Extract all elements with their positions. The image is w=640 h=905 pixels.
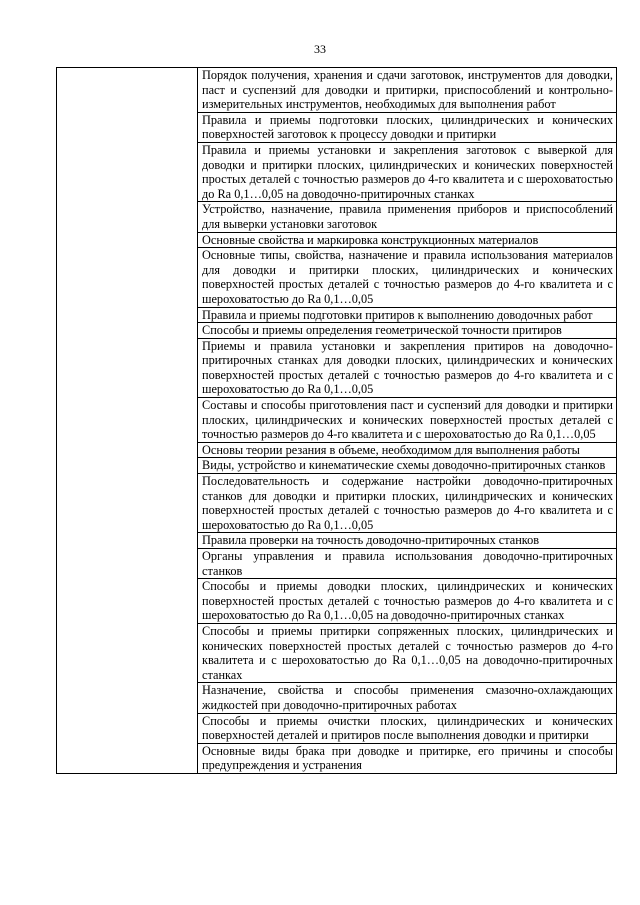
requirement-text: Способы и приемы очистки плоских, цилиндрических и конических поверхностей деталей и притиров после выполнения доводки и притирки <box>198 713 617 743</box>
requirement-text: Порядок получения, хранения и сдачи заготовок, инструментов для доводки, паст и суспензий для доводки и притирки, приспособлений и контрольно-измерительных инструментов, необходимых для выполнения работ <box>198 68 617 113</box>
requirement-text: Способы и приемы притирки сопряженных плоских, цилиндрических и конических поверхностей простых деталей с точностью размеров до 4-го квалитета и с шероховатостью до Ra 0,1…0,05 на доводочно-притирочных станках <box>198 623 617 682</box>
page-number: 33 <box>314 42 326 56</box>
requirement-text: Правила проверки на точность доводочно-притирочных станков <box>198 533 617 549</box>
requirement-text: Устройство, назначение, правила применения приборов и приспособлений для выверки установки заготовок <box>198 202 617 232</box>
requirement-text: Виды, устройство и кинематические схемы доводочно-притирочных станков <box>198 458 617 474</box>
table-row <box>57 68 617 113</box>
requirement-text: Основы теории резания в объеме, необходимом для выполнения работы <box>198 442 617 458</box>
requirement-text: Правила и приемы подготовки притиров к выполнению доводочных работ <box>198 307 617 323</box>
requirement-text: Способы и приемы доводки плоских, цилиндрических и конических поверхностей простых деталей с точностью размеров до 4-го квалитета и с шероховатостью до Ra 0,1…0,05 на доводочно-притирочных станках <box>198 579 617 624</box>
requirement-text: Составы и способы приготовления паст и суспензий для доводки и притирки плоских, цилиндрических и конических поверхностей простых деталей с точностью размеров до 4-го квалитета и с шероховатостью до Ra 0,1…0,05 <box>198 398 617 443</box>
requirement-text: Последовательность и содержание настройки доводочно-притирочных станков для доводки и притирки плоских, цилиндрических и конических поверхностей простых деталей с точностью размеров до 4-го квалитета и с шероховатостью до Ra 0,1…0,05 <box>198 474 617 533</box>
requirement-text: Основные свойства и маркировка конструкционных материалов <box>198 232 617 248</box>
empty-label-cell <box>57 68 198 774</box>
requirement-text: Основные типы, свойства, назначение и правила использования материалов для доводки и притирки плоских, цилиндрических и конических поверхностей простых деталей с точностью размеров до 4-го квалитета и с шероховатостью до Ra 0,1…0,05 <box>198 248 617 307</box>
knowledge-table <box>56 67 617 774</box>
requirement-text: Способы и приемы определения геометрической точности притиров <box>198 323 617 339</box>
requirement-text: Правила и приемы подготовки плоских, цилиндрических и конических поверхностей заготовок к процессу доводки и притирки <box>198 112 617 142</box>
requirement-text: Основные виды брака при доводке и притирке, его причины и способы предупреждения и устранения <box>198 743 617 773</box>
requirement-text: Правила и приемы установки и закрепления заготовок с выверкой для доводки и притирки плоских, цилиндрических и конических поверхностей простых деталей с точностью размеров до 4-го квалитета и с шероховатостью до Ra 0,1…0,05 на доводочно-притирочных станках <box>198 142 617 201</box>
knowledge-table-body <box>57 68 617 774</box>
requirement-text: Приемы и правила установки и закрепления притиров на доводочно-притирочных станках для доводки плоских, цилиндрических и конических поверхностей простых деталей с точностью размеров до 4-го квалитета и с шероховатостью до Ra 0,1…0,05 <box>198 338 617 397</box>
requirement-text: Назначение, свойства и способы применения смазочно-охлаждающих жидкостей при доводочно-притирочных работах <box>198 683 617 713</box>
requirement-text: Органы управления и правила использования доводочно-притирочных станков <box>198 549 617 579</box>
